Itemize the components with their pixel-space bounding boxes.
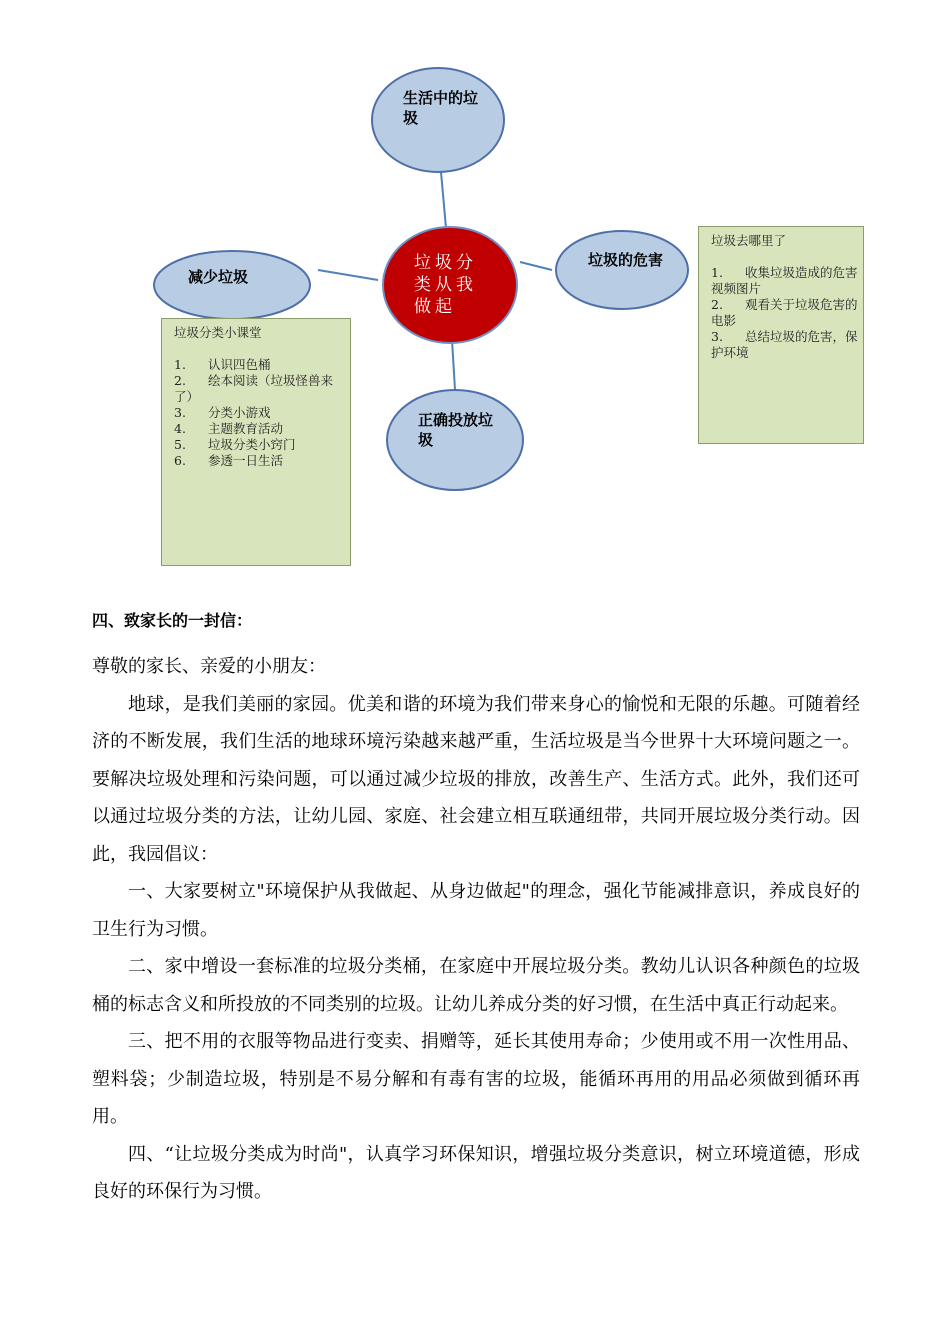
harm-list bbox=[711, 265, 859, 361]
paragraph: 三、把不用的衣服等物品进行变卖、捐赠等，延长其使用寿命；少使用或不用一次性用品、塑料袋；少制造垃圾，特别是不易分解和有毒有害的垃圾，能循环再用的用品必须做到循环再用。 bbox=[92, 1031, 860, 1127]
list-item: 1. 收集垃圾造成的危害视频图片 bbox=[711, 265, 858, 296]
list-item: 2. 绘本阅读（垃圾怪兽来了） bbox=[174, 373, 334, 404]
node-left-label: 减少垃圾 bbox=[188, 268, 249, 286]
section-heading: 四、致家长的一封信： bbox=[92, 611, 253, 630]
salutation: 尊敬的家长、亲爱的小朋友： bbox=[92, 656, 326, 677]
harm-box-title: 垃圾去哪里了 bbox=[711, 233, 787, 248]
paragraph: 一、大家要树立"环境保护从我做起、从身边做起"的理念，强化节能减排意识，养成良好的卫生行为习惯。 bbox=[92, 881, 860, 940]
letter-body bbox=[92, 648, 860, 1211]
list-item: 1. 认识四色桶 bbox=[174, 357, 271, 372]
harm-box bbox=[698, 226, 864, 444]
node-right-shape bbox=[556, 231, 688, 309]
paragraph: 地球，是我们美丽的家园。优美和谐的环境为我们带来身心的愉悦和无限的乐趣。可随着经济的不断发展，我们生活的地球环境污染越来越严重，生活垃圾是当今世界十大环境问题之一。要解决垃圾处理和污染问题，可以通过减少垃圾的排放，改善生产、生活方式。此外，我们还可以通过垃圾分类的方法，让幼儿园、家庭、社会建立相互联通纽带，共同开展垃圾分类行动。因此，我园倡议： bbox=[92, 693, 860, 865]
center-node-label: 垃圾分类从我做起 bbox=[414, 253, 477, 317]
node-right-label: 垃圾的危害 bbox=[588, 251, 664, 269]
list-item: 3. 总结垃圾的危害，保护环境 bbox=[711, 329, 858, 360]
node-top-label: 生活中的垃圾 bbox=[403, 89, 479, 127]
list-item: 3. 分类小游戏 bbox=[174, 405, 271, 420]
paragraph: 四、“让垃圾分类成为时尚"，认真学习环保知识，增强垃圾分类意识，树立环境道德，形成良好的环保行为习惯。 bbox=[92, 1143, 860, 1202]
classroom-list bbox=[174, 357, 346, 469]
connector-right bbox=[520, 262, 552, 270]
list-item: 4. 主题教育活动 bbox=[174, 421, 284, 436]
node-bottom-label: 正确投放垃圾 bbox=[418, 411, 494, 449]
paragraph: 二、家中增设一套标准的垃圾分类桶，在家庭中开展垃圾分类。教幼儿认识各种颜色的垃圾桶的标志含义和所投放的不同类别的垃圾。让幼儿养成分类的好习惯，在生活中真正行动起来。 bbox=[92, 956, 860, 1015]
mind-map bbox=[0, 0, 950, 600]
list-item: 2. 观看关于垃圾危害的电影 bbox=[711, 297, 858, 328]
connector-left bbox=[318, 270, 378, 280]
list-item: 5. 垃圾分类小窍门 bbox=[174, 437, 296, 452]
connector-bottom bbox=[452, 340, 455, 390]
list-item: 6. 参透一日生活 bbox=[174, 453, 284, 468]
classroom-box-title: 垃圾分类小课堂 bbox=[174, 325, 262, 340]
classroom-box bbox=[161, 318, 351, 566]
connector-top bbox=[441, 172, 446, 228]
